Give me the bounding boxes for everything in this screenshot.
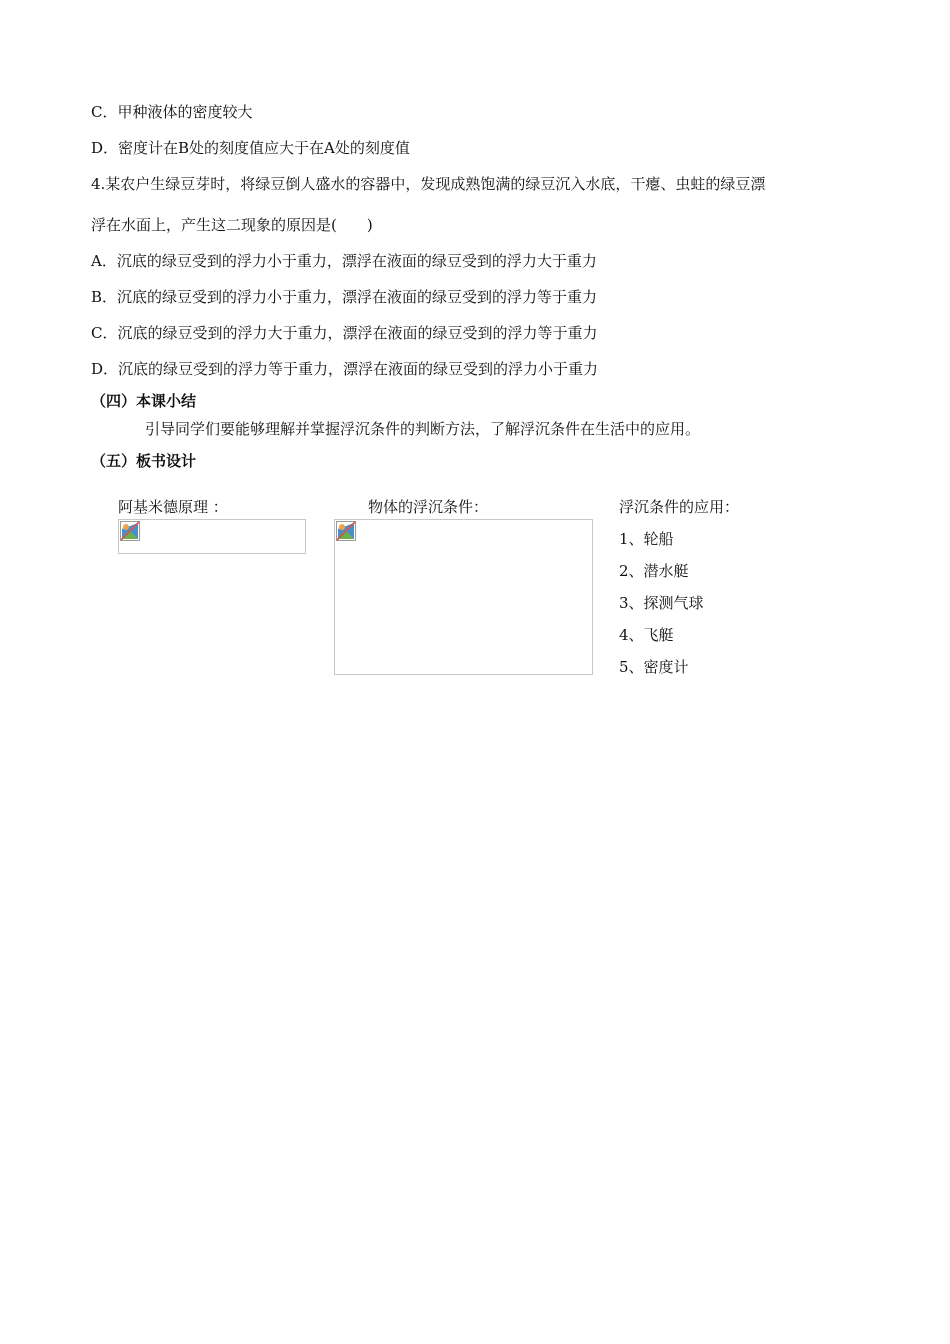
q4-stem-line2: 浮在水面上，产生这二现象的原因是( ) — [91, 216, 373, 234]
q4-option-b: B．沉底的绿豆受到的浮力小于重力，漂浮在液面的绿豆受到的浮力等于重力 — [91, 288, 598, 306]
q3-option-d: D．密度计在B处的刻度值应大于在A处的刻度值 — [91, 139, 410, 157]
application-item: 2、潜水艇 — [619, 562, 689, 580]
q4-option-d: D．沉底的绿豆受到的浮力等于重力，漂浮在液面的绿豆受到的浮力小于重力 — [91, 360, 599, 378]
archimedes-image-box — [118, 519, 306, 554]
summary-text: 引导同学们要能够理解并掌握浮沉条件的判断方法，了解浮沉条件在生活中的应用。 — [145, 420, 701, 438]
application-item: 3、探测气球 — [619, 594, 704, 612]
floating-conditions-title: 物体的浮沉条件： — [368, 498, 489, 516]
q4-option-a: A．沉底的绿豆受到的浮力小于重力，漂浮在液面的绿豆受到的浮力大于重力 — [91, 252, 597, 270]
summary-heading: （四）本课小结 — [91, 392, 197, 410]
q4-stem-line1: 4.某农户生绿豆芽时，将绿豆倒人盛水的容器中，发现成熟饱满的绿豆沉入水底，干瘪、虫蛀的绿豆漂 — [91, 175, 766, 193]
application-item: 1、轮船 — [619, 530, 674, 548]
application-item: 4、飞艇 — [619, 626, 674, 644]
floating-conditions-image-box — [334, 519, 593, 675]
archimedes-title: 阿基米德原理 ： — [118, 498, 228, 516]
q4-option-c: C．沉底的绿豆受到的浮力大于重力，漂浮在液面的绿豆受到的浮力等于重力 — [91, 324, 598, 342]
application-item: 5、密度计 — [619, 658, 689, 676]
applications-title: 浮沉条件的应用： — [619, 498, 740, 516]
broken-image-icon — [336, 521, 356, 541]
broken-image-icon — [120, 521, 140, 541]
q3-option-c: C．甲种液体的密度较大 — [91, 103, 253, 121]
board-design-heading: （五）板书设计 — [91, 452, 197, 470]
